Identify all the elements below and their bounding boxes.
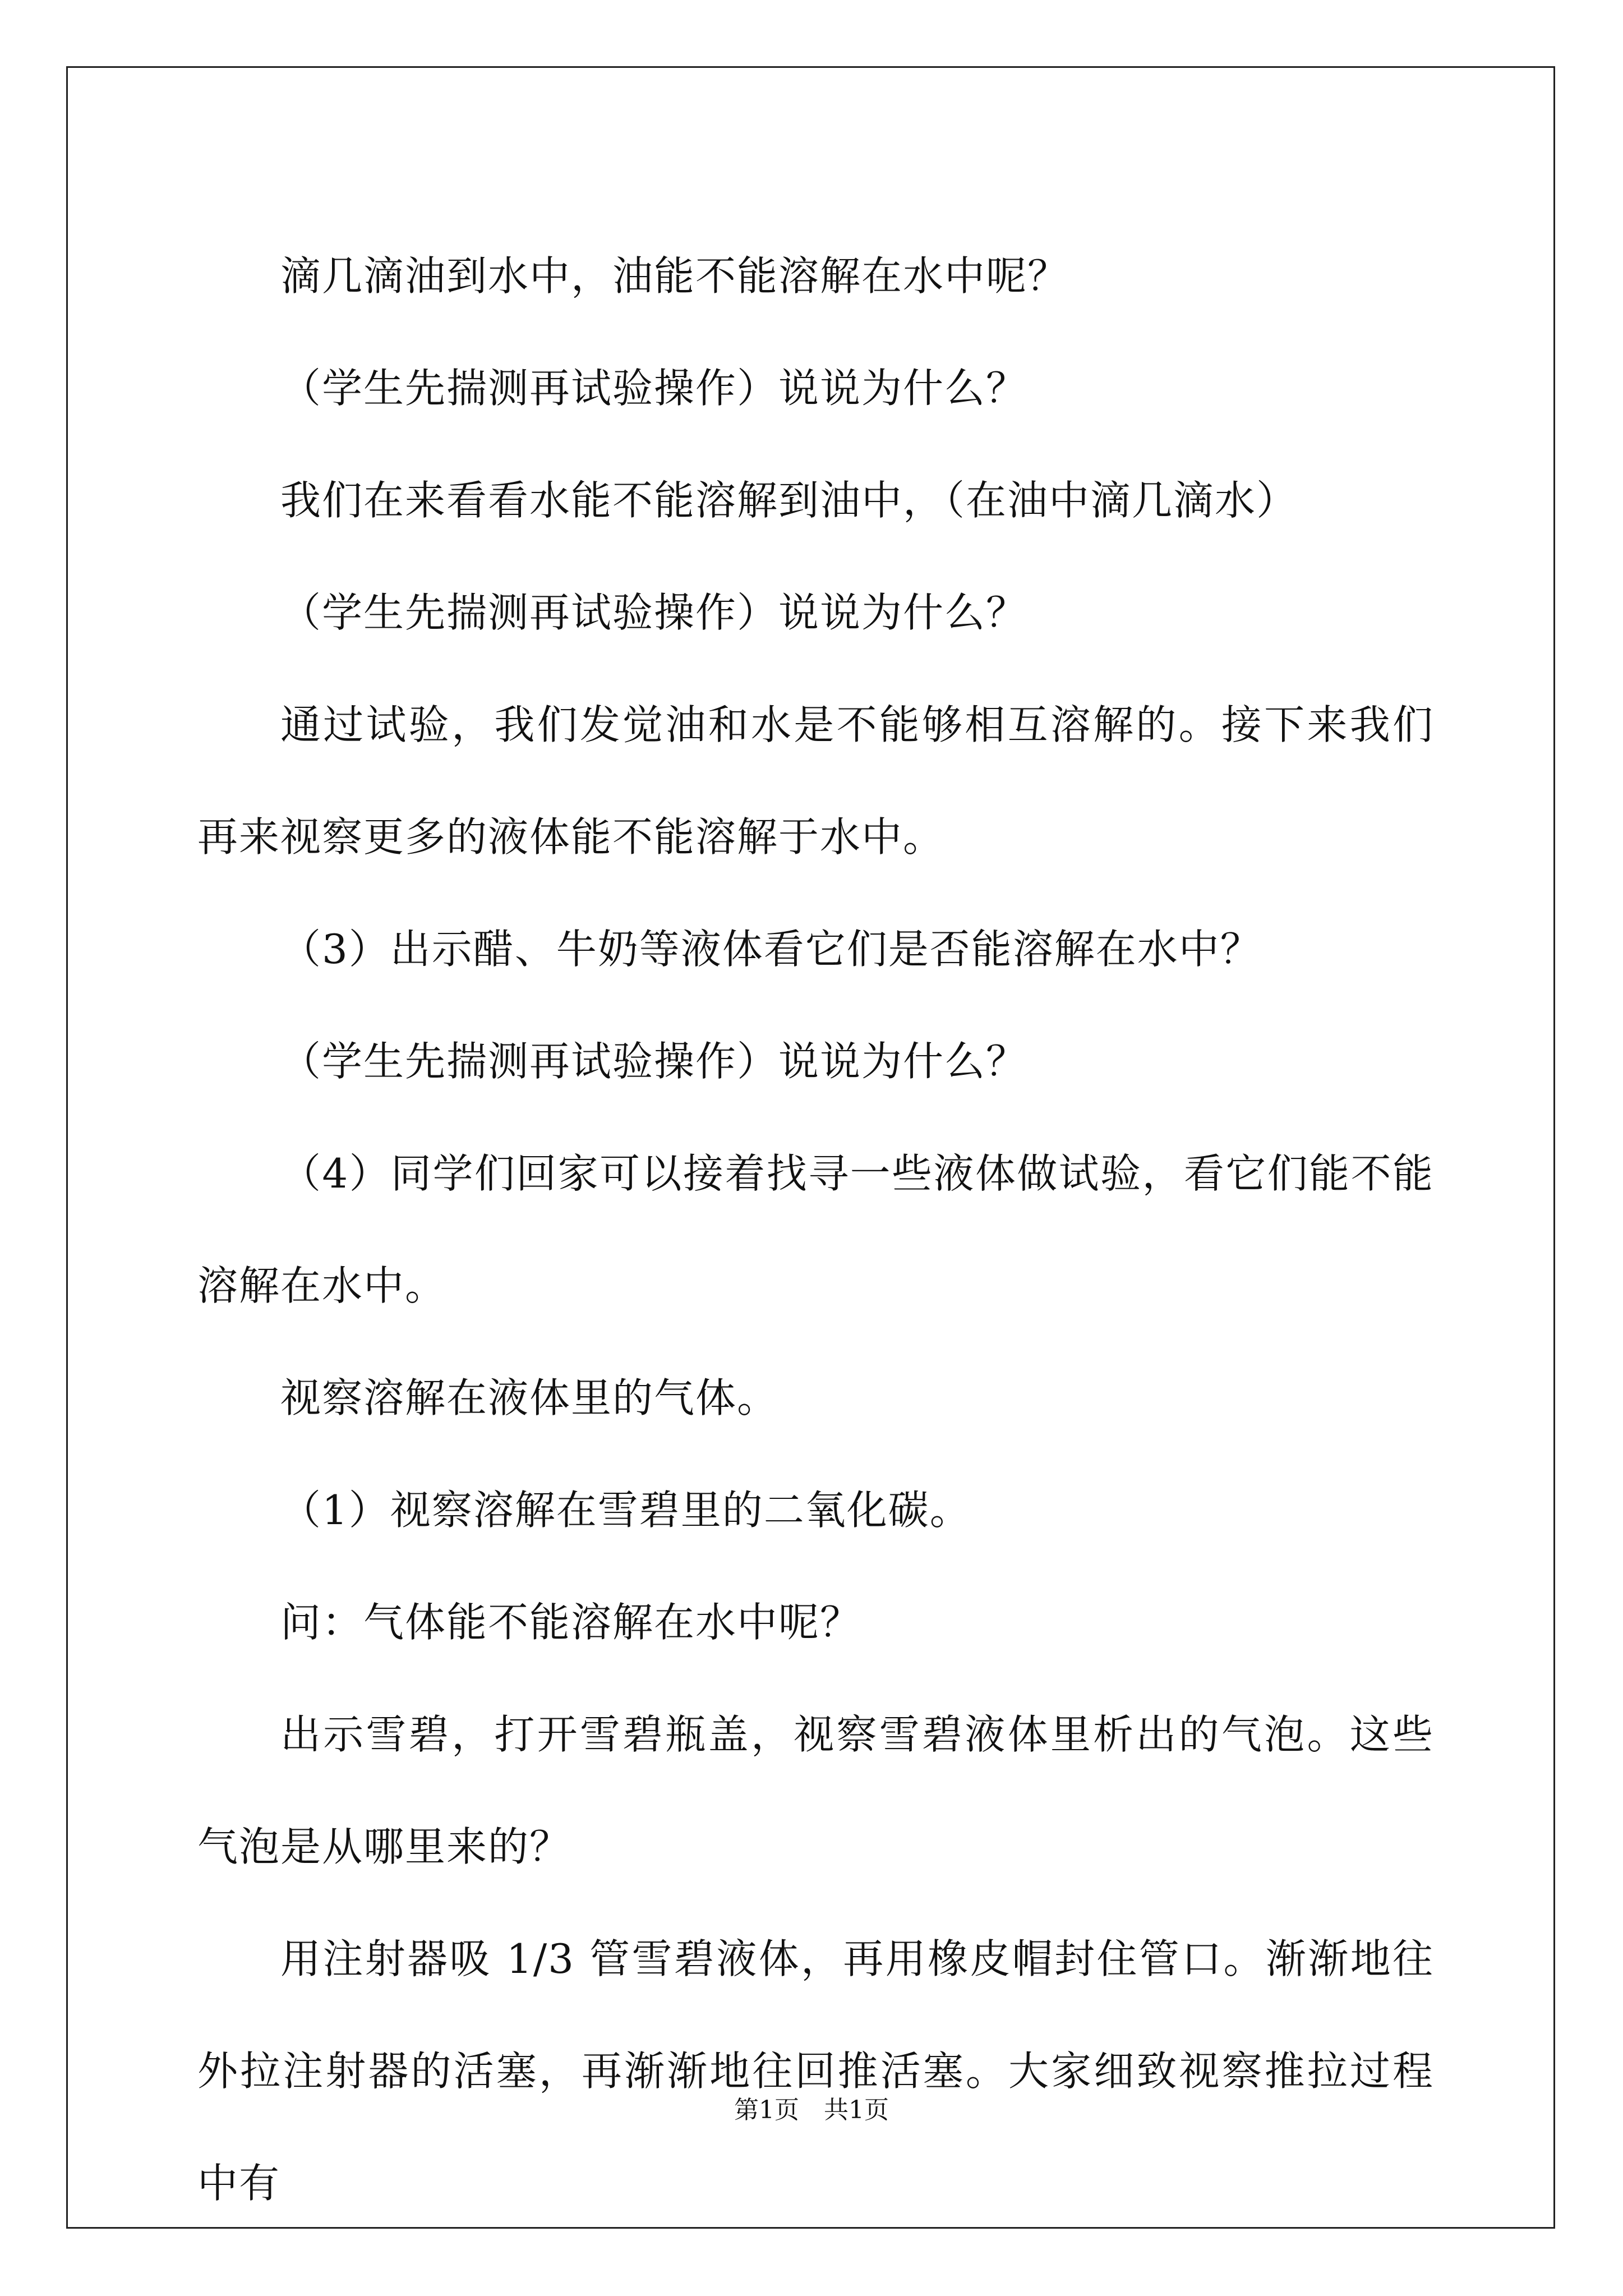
- paragraph: （3）出示醋、牛奶等液体看它们是否能溶解在水中？: [280, 926, 1262, 973]
- paragraph: 滴几滴油到水中，油能不能溶解在水中呢？: [280, 252, 1069, 300]
- paragraph: 视察溶解在液体里的气体。: [280, 1374, 779, 1421]
- paragraph: （4）同学们回家可以接着找寻一些液体做试验，看它们能不能溶解在水中。: [197, 1150, 1434, 1309]
- paragraph: （学生先揣测再试验操作）说说为什么？: [280, 1038, 1028, 1085]
- paragraph: （学生先揣测再试验操作）说说为什么？: [280, 589, 1028, 636]
- paragraph: 我们在来看看水能不能溶解到油中，（在油中滴几滴水）: [280, 477, 1298, 524]
- page-footer: 第1页 共1页: [734, 2096, 889, 2124]
- paragraph: 问：气体能不能溶解在水中呢？: [280, 1599, 862, 1646]
- paragraph: （1）视察溶解在雪碧里的二氧化碳。: [280, 1487, 971, 1534]
- paragraph: 通过试验，我们发觉油和水是不能够相互溶解的。接下来我们再来视察更多的液体能不能溶解于水中。: [197, 701, 1434, 861]
- paragraph: 用注射器吸 1/3 管雪碧液体，再用橡皮帽封住管口。渐渐地往外拉注射器的活塞，再渐渐地往回推活塞。大家细致视察推拉过程中有: [197, 1935, 1434, 2207]
- paragraph: （学生先揣测再试验操作）说说为什么？: [280, 365, 1028, 412]
- paragraph: 出示雪碧，打开雪碧瓶盖，视察雪碧液体里析出的气泡。这些气泡是从哪里来的？: [197, 1711, 1434, 1870]
- document-body: [197, 220, 1434, 2239]
